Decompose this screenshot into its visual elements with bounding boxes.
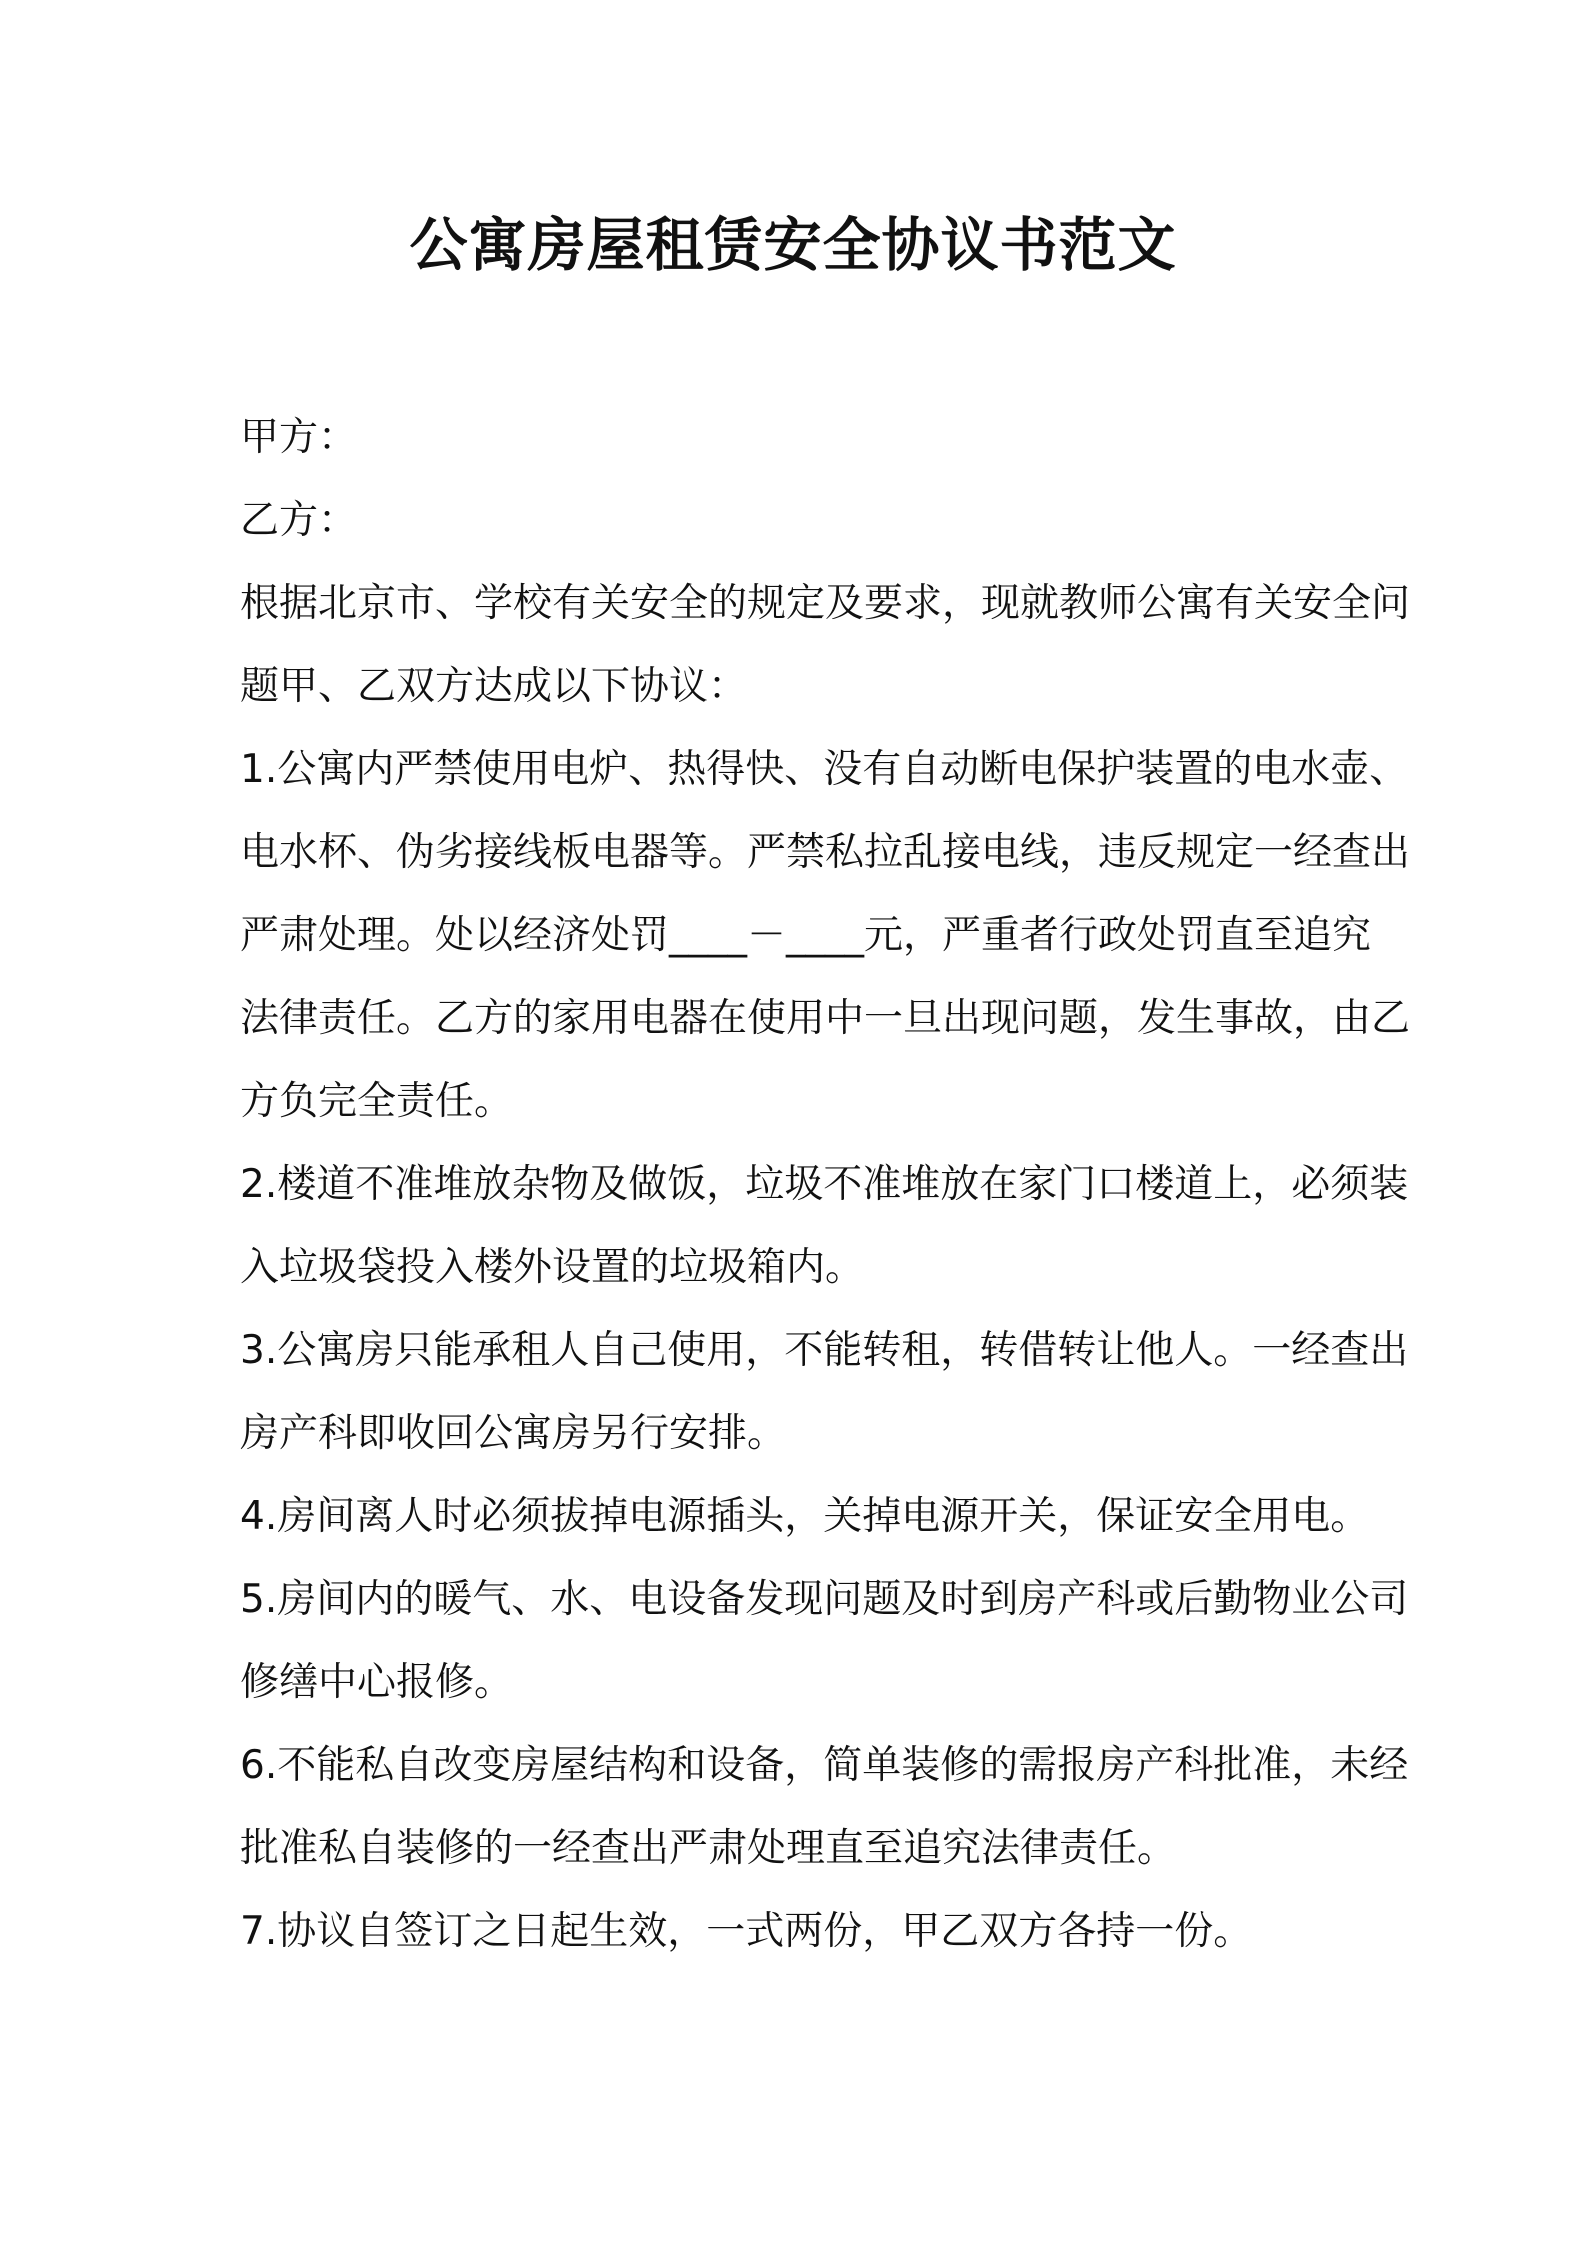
clause-line: 入垃圾袋投入楼外设置的垃圾箱内。 (240, 1245, 865, 1290)
clause-line: 6.不能私自改变房屋结构和设备，简单装修的需报房产科批准，未经 (240, 1743, 1409, 1788)
clause-6 (240, 1724, 1409, 1890)
clause-line: 修缮中心报修。 (240, 1660, 514, 1705)
clause-5 (240, 1558, 1409, 1724)
intro-line: 根据北京市、学校有关安全的规定及要求，现就教师公寓有关安全问 (240, 581, 1411, 626)
clause-4 (240, 1475, 1370, 1558)
clause-2 (240, 1143, 1409, 1309)
clause-line: 严肃处理。处以经济处罚____－____元，严重者行政处罚直至追究 (240, 913, 1372, 958)
clause-line: 3.公寓房只能承租人自己使用，不能转租，转借转让他人。一经查出 (240, 1328, 1409, 1373)
clause-line: 方负完全责任。 (240, 1079, 514, 1124)
clause-3 (240, 1309, 1409, 1475)
clause-line: 4.房间离人时必须拔掉电源插头，关掉电源开关，保证安全用电。 (240, 1494, 1370, 1539)
party-b-label: 乙方： (240, 498, 358, 543)
document-title: 公寓房屋租赁安全协议书范文 (409, 211, 1177, 279)
clause-line: 7.协议自签订之日起生效，一式两份，甲乙双方各持一份。 (240, 1909, 1253, 1954)
clause-7 (240, 1890, 1360, 1973)
party-a-label: 甲方： (240, 415, 358, 460)
clause-line: 批准私自装修的一经查出严肃处理直至追究法律责任。 (240, 1826, 1177, 1871)
intro-line: 题甲、乙双方达成以下协议： (240, 664, 748, 709)
intro-paragraph (240, 562, 1411, 728)
document-body (240, 396, 1411, 1973)
clause-1 (240, 728, 1411, 1143)
clause-line: 5.房间内的暖气、水、电设备发现问题及时到房产科或后勤物业公司 (240, 1577, 1409, 1622)
clause-line: 房产科即收回公寓房另行安排。 (240, 1411, 787, 1456)
clause-line: 电水杯、伪劣接线板电器等。严禁私拉乱接电线，违反规定一经查出 (240, 830, 1411, 875)
clause-line: 2.楼道不准堆放杂物及做饭，垃圾不准堆放在家门口楼道上，必须装 (240, 1162, 1409, 1207)
clause-line: 1.公寓内严禁使用电炉、热得快、没有自动断电保护装置的电水壶、 (240, 747, 1409, 792)
clause-line: 法律责任。乙方的家用电器在使用中一旦出现问题，发生事故，由乙 (240, 996, 1411, 1041)
